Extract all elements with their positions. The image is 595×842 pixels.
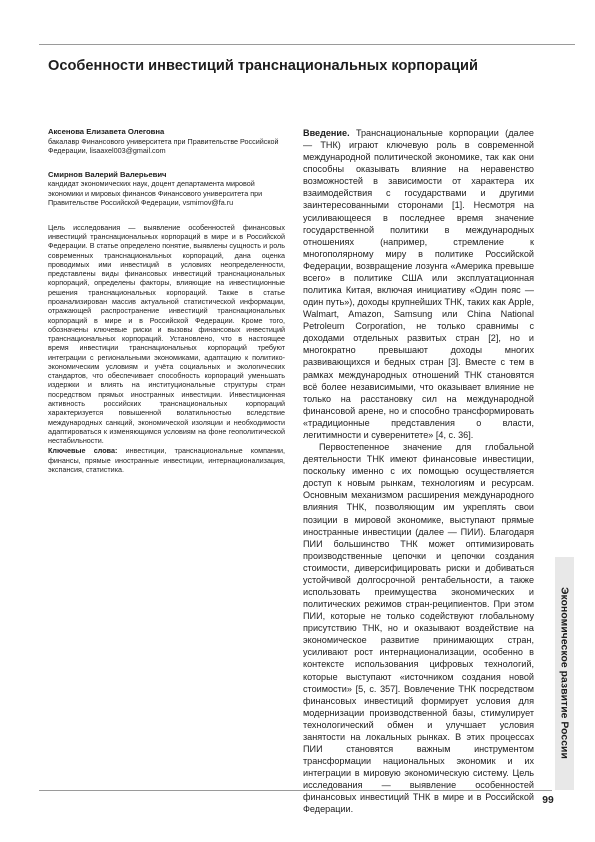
body-paragraph: Первостепенное значение для глобальной деятельности ТНК имеют финансовые инвестиции, поскольку именно с их помощью осуществляется доступ к новым рынкам, технологиям и ресурсам. Основным механизмом расширения международного влияния ТНК, позволяющим им укреплять свои позиции в мировой экономике, выступают прямые иностранные инвестиции (далее — ПИИ). Благодаря ПИИ большинство ТНК может оптимизировать производственные цепочки и цепочки создания стоимости, диверсифицировать риски и добиваться устойчивой долгосрочной рентабельности, а также использовать преимущества экономических и политических режимов стран-реципиентов. При этом ПИИ, которые не только содействуют глобальному присутствию ТНК, но и оказывают воздействие на экономическое развитие принимающих стран, усиливают рост интернационализации, особенно в контексте использования цифровых технологий, которые выступают «источником создания новой стоимости» [5, с. 357]. Вовлечение ТНК посредством финансовых инвестиций формирует условия для модернизации производственной базы, стимулирует технологический обмен и улучшает условия занятости на локальных рынках. В этих процессах ПИИ становятся важным инструментом трансформации национальных экономик и их интеграции в мировую экономическую систему. Цель исследования — выявление особенностей финансовых инвестиций ТНК в мире и в Российской Федерации.: [303, 442, 534, 815]
abstract-text: Цель исследования — выявление особенностей финансовых инвестиций транснациональных корпораций в мире и в Российской Федерации. В статье определено понятие, выявлены сущность и роль современных транснациональных корпораций, дана оценка проводимых ими инвестиций в условиях неопределенности, представлены виды финансовых инвестиций транснациональных корпораций, определены факторы, влияющие на инвестиционные решения транснациональных корпораций. Также в статье проанализирован массив актуальной статистической информации, отражающей распространение инвестиций транснациональных корпораций в мире и в Российской Федерации. Кроме того, обозначены ключевые риски и вызовы финансовых инвестиций транснациональных корпораций. Установлено, что в настоящее время инвестиции транснациональных корпораций требуют интеграции с региональными экономиками, адаптацию к политико-экономическим условиям и учёта социальных и экологических стандартов, что обеспечивает способность корпораций уменьшать издержки и влиять на институциональные структуры стран посредством прямых иностранных инвестиции. Инвестиционная активность российских транснациональных корпораций характеризуется повышенной волатильностью вследствие международных санкций, экономической изоляции и необходимости адаптироваться к изменяющимся условиям на фоне геополитической нестабильности.: [48, 222, 285, 446]
keywords: [48, 446, 285, 474]
page-number: 99: [542, 795, 554, 806]
introduction-heading: Введение.: [303, 128, 350, 138]
body-column: [303, 127, 534, 815]
keywords-label: Ключевые слова:: [48, 446, 118, 456]
header-rule: [39, 44, 575, 45]
body-paragraph: [303, 127, 534, 441]
author-block: [48, 127, 285, 156]
author-name: Смирнов Валерий Валерьевич: [48, 169, 167, 179]
author-abstract-column: [48, 127, 285, 474]
paragraph-text: Транснациональные корпорации (далее — ТНК) играют ключевую роль в современной международной политической экономике, так как они способны оказывать влияние на неравенство возможностей в зависимости от характера их взаимодействия с государствами и другими заинтересованными сторонами [1]. Несмотря на усиливающееся в последнее время значение государственной политики в международных отношениях (например, стремление к многополярному миру в политике Российской Федерации, возвращение лозунга «Америка превыше всего» в политике США или эксплуатационная политика Китая, включая инициативу «Один пояс — один путь»), доходы крупнейших ТНК, таких как Apple, Walmart, Amazon, Samsung или China National Petroleum Corporation, не только сравнимы с доходами отдельных развитых стран [2], но и многократно превышают доходы многих развивающихся и бедных стран [3]. Вместе с тем в рамках международных отношений ТНК становятся всё более независимыми, что оказывает влияние не только на расстановку сил на международной финансовой арене, но и способно трансформировать «традиционные представления о власти, легитимности и суверенитете» [4, с. 36].: [303, 128, 534, 440]
author-affiliation: кандидат экономических наук, доцент департамента мировой экономики и мировых финансов Финансового университета при Правительстве Российской Федерации, vsmirnov@fa.ru: [48, 179, 263, 208]
keywords-text: инвестиции, транснациональные компании, финансы, прямые иностранные инвестиции, интернационализация, экспансия, статистика.: [48, 446, 285, 475]
author-affiliation: бакалавр Финансового университета при Правительстве Российской Федерации, lisaaxel003@gmail.com: [48, 136, 279, 156]
article-title: Особенности инвестиций транснациональных корпораций: [48, 58, 478, 74]
footer-rule: [39, 790, 552, 791]
journal-name-text: Экономическое развитие России: [558, 587, 570, 759]
author-block: [48, 170, 285, 208]
author-name: Аксенова Елизавета Олеговна: [48, 127, 165, 136]
